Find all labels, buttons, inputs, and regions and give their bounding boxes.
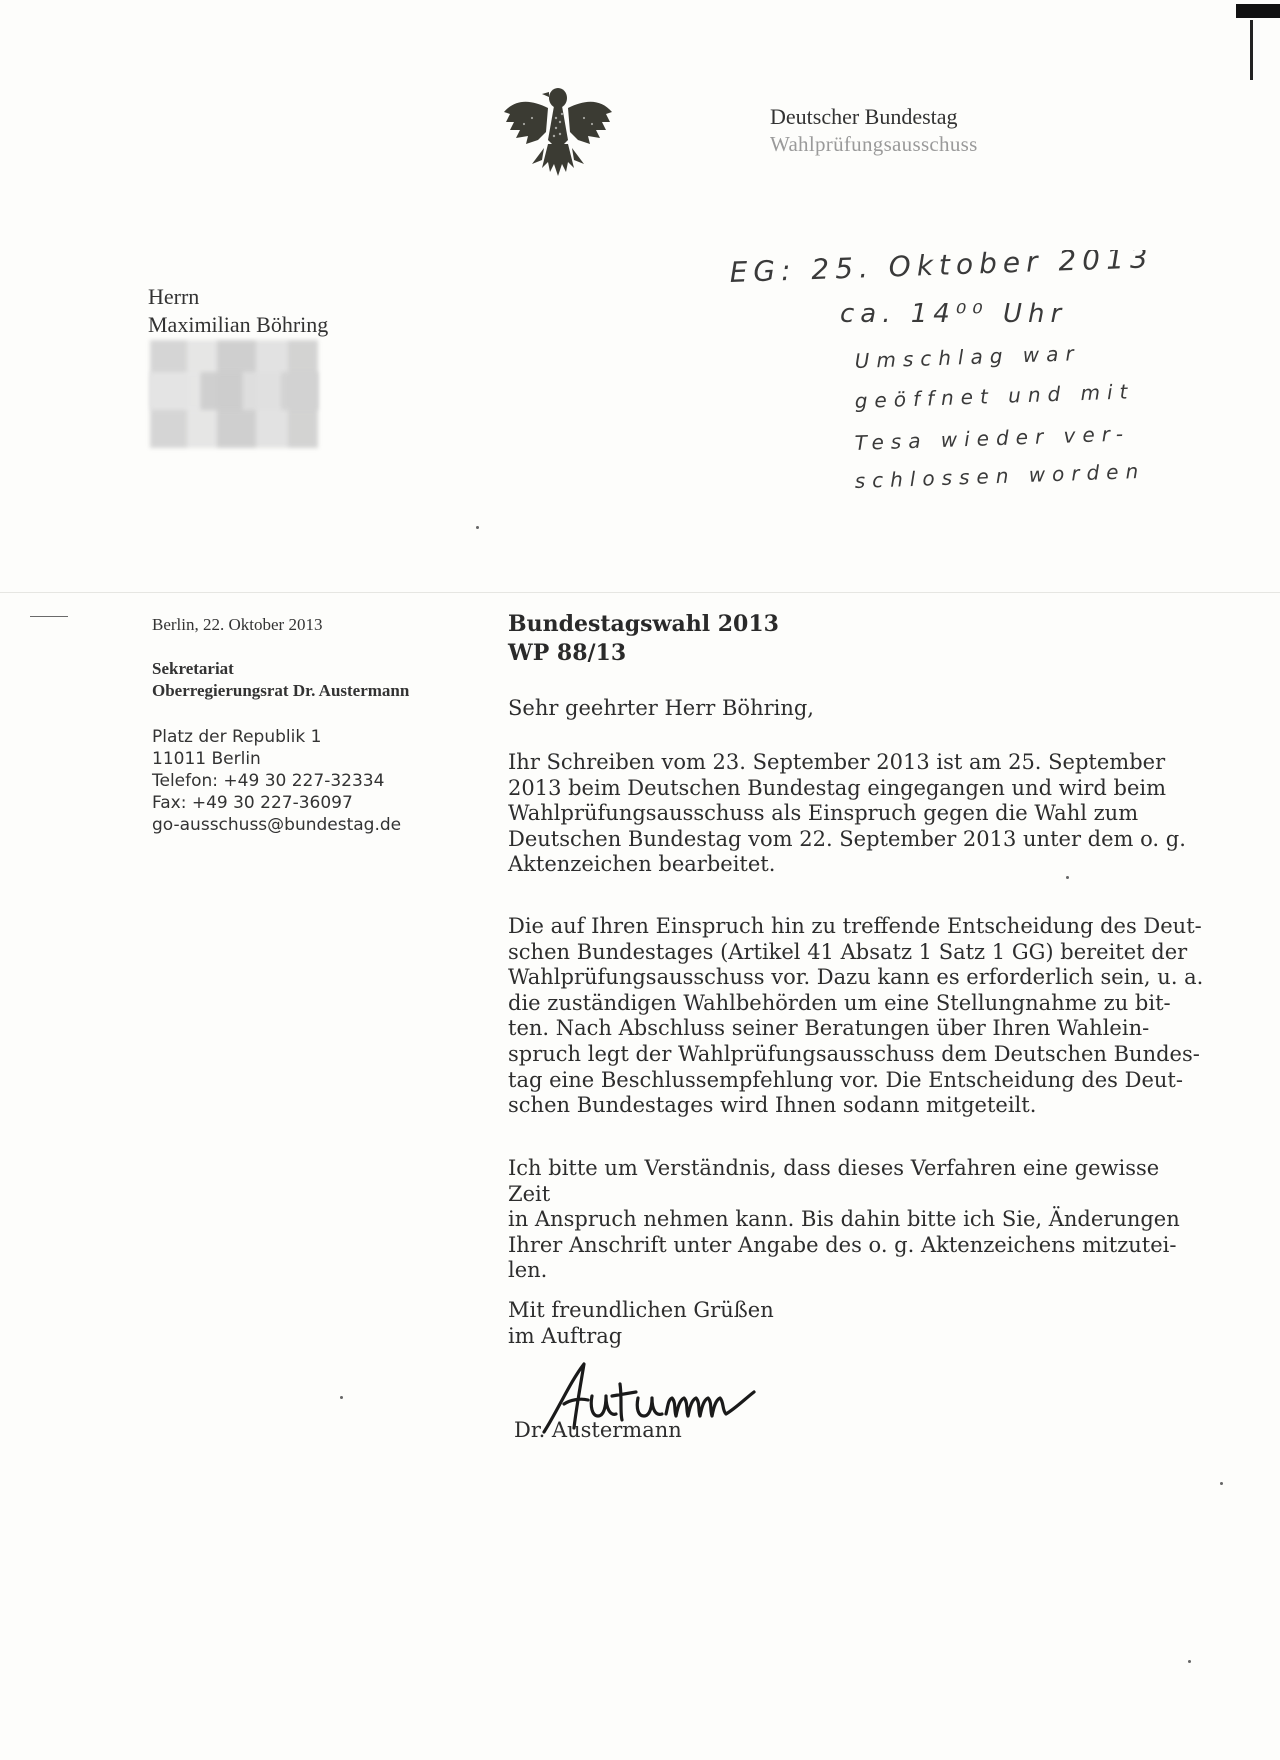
closing-line: im Auftrag <box>508 1323 623 1348</box>
org-name: Deutscher Bundestag <box>770 104 958 129</box>
reference-number: WP 88/13 <box>508 640 627 666</box>
sender-email: go-ausschuss@bundestag.de <box>152 815 402 835</box>
scan-edge-dark <box>1236 4 1280 18</box>
fold-mark <box>30 616 68 617</box>
paragraph-2 <box>508 914 1208 1119</box>
para2-line: schen Bundestages wird Ihnen sodann mitgeteilt. <box>508 1093 1037 1118</box>
recipient-name: Maximilian Böhring <box>148 312 329 337</box>
subject-title: Bundestagswahl 2013 <box>508 611 779 637</box>
para1-line: Deutschen Bundestag vom 22. September 2013 unter dem o. g. <box>508 826 1186 851</box>
sender-official: Oberregierungsrat Dr. Austermann <box>152 681 410 700</box>
sender-phone: Telefon: +49 30 227-32334 <box>152 771 385 791</box>
scan-speck <box>476 526 479 529</box>
para1-line: 2013 beim Deutschen Bundestag eingegangen und wird beim <box>508 775 1167 800</box>
committee-name: Wahlprüfungsausschuss <box>770 132 978 156</box>
scan-speck <box>1066 876 1069 879</box>
note-line-4: geöffnet und mit <box>854 379 1135 413</box>
note-line-6: schlossen worden <box>854 458 1146 490</box>
para2-line: spruch legt der Wahlprüfungsausschuss dem Deutschen Bundes- <box>508 1041 1200 1066</box>
scan-speck <box>1220 1482 1223 1485</box>
para2-line: die zuständigen Wahlbehörden um eine Stellungnahme zu bit- <box>508 990 1171 1015</box>
note-line-2: ca. 14⁰⁰ Uhr <box>840 299 1068 329</box>
letter-date: Berlin, 22. Oktober 2013 <box>152 615 323 634</box>
note-line-5: Tesa wieder ver- <box>854 421 1131 455</box>
scan-edge-line <box>1250 20 1253 80</box>
scan-speck <box>340 1396 343 1399</box>
sender-city: 11011 Berlin <box>152 749 261 769</box>
para2-line: Wahlprüfungsausschuss vor. Dazu kann es erforderlich sein, u. a. <box>508 965 1204 990</box>
scan-speck <box>1188 1660 1191 1663</box>
para3-line: Ich bitte um Verständnis, dass dieses Verfahren eine gewisse Zeit <box>508 1156 1160 1206</box>
sender-fax: Fax: +49 30 227-36097 <box>152 793 353 813</box>
para1-line: Wahlprüfungsausschuss als Einspruch gegen die Wahl zum <box>508 801 1139 826</box>
recipient-salutation: Herrn <box>148 284 200 309</box>
redacted-address-overlay <box>150 372 318 410</box>
fold-line <box>0 592 1280 593</box>
closing <box>508 1298 1208 1349</box>
para1-line: Ihr Schreiben vom 23. September 2013 ist am 25. September <box>508 750 1166 774</box>
federal-eagle-icon <box>502 78 614 178</box>
sender-department: Sekretariat <box>152 659 234 678</box>
para2-line: Die auf Ihren Einspruch hin zu treffende Entscheidung des Deut- <box>508 914 1202 938</box>
para3-line: len. <box>508 1258 548 1283</box>
signer-name: Dr. Austermann <box>514 1418 682 1442</box>
sender-street: Platz der Republik 1 <box>152 727 322 747</box>
para3-line: Ihrer Anschrift unter Angabe des o. g. Aktenzeichens mitzutei- <box>508 1232 1177 1257</box>
greeting: Sehr geehrter Herr Böhring, <box>508 696 814 720</box>
paragraph-1 <box>508 750 1208 878</box>
handwritten-note <box>730 250 1190 490</box>
para2-line: ten. Nach Abschluss seiner Beratungen über Ihren Wahlein- <box>508 1016 1150 1041</box>
subject-block <box>508 610 779 668</box>
note-line-1: EG: 25. Oktober 2013 <box>730 250 1155 289</box>
para2-line: tag eine Beschlussempfehlung vor. Die Entscheidung des Deut- <box>508 1067 1183 1092</box>
closing-line: Mit freundlichen Grüßen <box>508 1298 774 1322</box>
para3-line: in Anspruch nehmen kann. Bis dahin bitte ich Sie, Änderungen <box>508 1207 1180 1232</box>
paragraph-3 <box>508 1156 1208 1284</box>
note-line-3: Umschlag war <box>854 341 1081 373</box>
para2-line: schen Bundestages (Artikel 41 Absatz 1 Satz 1 GG) bereitet der <box>508 939 1188 964</box>
para1-line: Aktenzeichen bearbeitet. <box>508 852 776 877</box>
